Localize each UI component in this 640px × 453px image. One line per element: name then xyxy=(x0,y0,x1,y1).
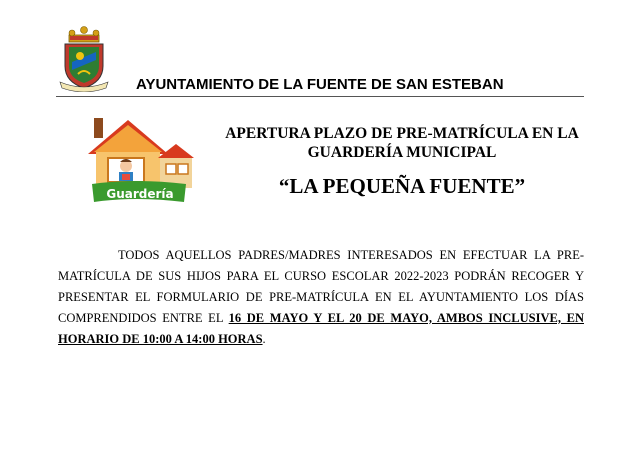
municipality-title: AYUNTAMIENTO DE LA FUENTE DE SAN ESTEBAN xyxy=(136,76,504,93)
header-divider xyxy=(56,96,584,97)
nursery-name: “LA PEQUEÑA FUENTE” xyxy=(278,174,526,198)
body-text-dates: 16 DE MAYO Y EL 20 DE MAYO, AMBOS INCLUSIVE, EN HORARIO DE 10:00 A 14:00 HORAS xyxy=(58,310,584,346)
coat-of-arms-icon xyxy=(56,26,112,92)
body-text-end: . xyxy=(262,331,266,346)
nursery-label: Guardería xyxy=(106,187,174,201)
announcement-body xyxy=(58,245,584,350)
announcement-title: APERTURA PLAZO DE PRE-MATRÍCULA EN LA GUARDERÍA MUNICIPAL xyxy=(225,125,579,161)
nursery-house-icon xyxy=(86,114,198,206)
body-text-intro: TODOS AQUELLOS PADRES/MADRES INTERESADOS EN EFECTUAR LA PRE-MATRÍCULA DE SUS HIJOS PARA EL CURSO ESCOLAR 2022-2023 PODRÁN RECOGER Y PRESENTAR EL FORMULARIO DE PRE-MATRÍCULA EN EL AYUNTAMIENTO LOS DÍAS COMPRENDIDOS ENTRE EL xyxy=(58,247,584,325)
